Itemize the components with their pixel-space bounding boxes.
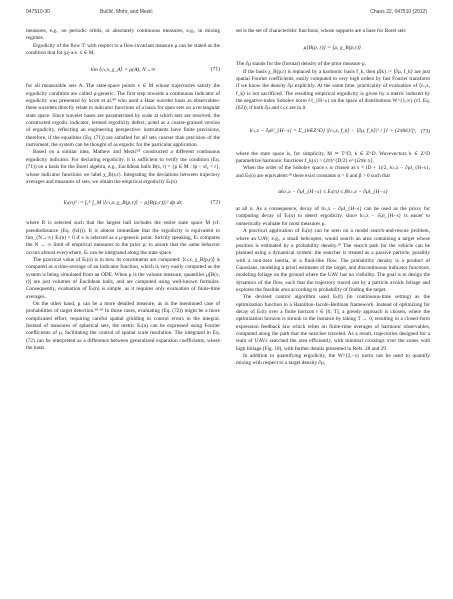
equation-72 [26,188,220,218]
equation-number: (73) [420,128,430,135]
equation-body: lim ⟨cₜ,x, χ_A⟩ = μ(A), N→∞ [90,66,156,73]
equation-number: (71) [210,66,220,73]
equation-body: α‖cₜ,x − ∂μ‖_{H−s} ≤ Eₜ(n) ≤ β‖cₜ,x − ∂μ‖_{H−s} [278,189,388,196]
paragraph: In addition to quantifying ergodicity, the W^{2,−s} norm can be used to quantify mixing with respect to a target density ∂μ, [236,353,430,367]
paragraph: Ergodicity of the flow Tᵗ with respect to a flow-invariant measure μ can be stated as the condition that for |μ|-a.e. x ∈ M, [26,42,220,57]
paragraph: measures, e.g., on periodic orbits, or absolutely continuous measures, e.g., in mixing regimes. [26,28,220,42]
paragraph: where R is selected such that the largest ball includes the entire state space M (cf. pseudodistance (Eq. (64))). It is almost immediate that the ergodicity is equivalent to lim_{N→∞} Eₜ(n) = 0 if x is selected as a μ-generic point. Strictly speaking, Eₜ compares the N → ∞ limit of empirical measures to the prior μ; to assure that the same behavior occurs almost everywhere, Eₜ can be integrated along the state space. [26,220,220,256]
equation-equivalence [236,182,430,204]
equation-73 [236,115,430,149]
article-id: 047510-30 [26,9,50,15]
paragraph: A practical application of Eₜ(n) can be seen on a model search-and-rescue problem, where an UAV, e.g., a small helicopter, would search an area containing a target whose position is estimated by a probability density.²⁹ The search path for the vehicle can be planned using a dynamical system: the searcher is treated as a passive particle, possibly with a non-zero inertia, in a fluid-like flow. The probability density is a product of Gaussians, modeling a priori estimates of the target, and discontinuous indicator functions, modeling foliage on the ground where the UAV has no visibility. The goal is to design the dynamics of the flow, such that the trajectory traced out by a particle avoids foliage and explores the feasible area according to probability of finding the target. [236,228,430,293]
journal-citation: Chaos 22, 047510 (2012) [370,9,427,15]
paragraph: Based on a similar idea, Mathew and Mezić²⁸ constructed a different continuous ergodicity indicator. For declaring ergodicity, it is sufficient to verify the condition (Eq. (71)) on a basis for the Borel algebra, e.g., Euclidean balls B(s, r) = {p ∈ M : ‖p − s‖₂ < r}, whose indicator functions we label χ_B(s,r). Integrating the deviations between trajectory averages and measures of sets, we obtain the empirical ergodicity Eₜ(n) [26,149,220,185]
paragraph: where the state space is, for simplicity, M ≃ T^D, k ∈ Z^D. Wavevectors k ∈ Z^D parametrize harmonic functions f_k(x) = (2π)^{D/2} e^{i2πk·x}. [236,150,430,165]
authors: Bučlić, Mohr, and Mezić [100,9,153,15]
equation-number: (72) [210,199,220,206]
paragraph: The devised control algorithm used Eₜ(t) (in continuous-time setting) as the optimization function in a Hamilton-Jacobi-Bellman framework. Instead of optimizing for decay of Eₜ(t) over a finite horizon t ∈ [0, T], a greedy approach is chosen, where the optimization horizon is shrunk to the instance by taking T → 0, resulting in a closed-form expression feedback law which relies on finite-time averages of harmonic observables, computed along the path that the searcher traveled. As a result, trajectories designed for a team of UAVs searched the area efficiently, with minimal crossings over the zones with high foliage (Fig. 18), with further details presented in Refs. 28 and 29. [236,294,430,352]
equation-body: Eₜ(n)² := ∫₀ᴿ ∫_M |⟨cₜ,x, χ_B(p,r)⟩ − μ[B(p,r)]|² dp dr, [63,199,183,206]
paragraph: The ∂μ stands for the (formal) density of the prior measure μ. [236,61,367,68]
paragraph: set is the set of characteristic functions, whose supports are a base for Borel sets [236,28,406,34]
paragraph: at all n. As a consequence, decay of ‖cₜ,x − ∂μ‖_{H−s} can be used as the proxy for computing decay of Eₜ(n) to detect ergodicity, since ‖cₜ,x − ∂μ‖_{H−s} is easier to numerically evaluate for most measures μ. [236,206,430,227]
equation-body: μ[B(p, r)] = ⟨μ, χ_B(p,r)⟩. [303,44,363,51]
right-column [236,28,430,368]
equation-71 [26,59,220,81]
paragraph: When the order of the Sobolev space s is chosen as s = (D + 1)/2, ‖cₜ,x − ∂μ‖_{H−s}, and Eₜ(n) are equivalent:²⁹ there exist constants α > 0 and β > 0 such that [236,165,430,179]
equation-basis [236,37,430,59]
running-header [26,9,427,19]
paragraph: for all measurable sets A. The state-space points x ∈ M whose trajectories satisfy the ergodicity condition are called μ-generic. The first step towards a continuous indicator of ergodicity was presented by Scott et al.⁴⁸ who used a Haar wavelet basis as observables: these wavelets directly relate to indicator functions of a basis for open sets on a rectangular state space. Since wavelet bases are parametrized by scale at which sets are resolved, the constructed ergodic indicator, termed ergodicity defect, acted as a coarse-grained version of ergodicity, reflecting an engineering perspective: instruments have finite precisions, therefore, if the equalities (Eq. (71)) are satisfied for all sets coarser than precision of the instrument, the system can be thought of as ergodic for the particular application. [26,83,220,149]
left-column [26,28,220,352]
paragraph: On the other hand, μ can be a more detailed measure, as in the mentioned case of probabilities of target detection.²⁸·²⁹ In those cases, evaluating (Eq. (72)) might be a more complicated effort, requiring careful spatial gridding to control errors in the integral. Instead of measures of spherical sets, the metric Eₜ(n) can be expressed using Fourier coefficients of μ, facilitating the control of spatial scale resolution. The integrand in Eq. (72) can be interpreted as a difference between generalized expansion coefficients, where the basis [26,300,220,352]
equation-body: ‖cₜ,x − ∂μ‖²_{H−s} = Σ_{k∈Z^D} |⟨cₜ,x, f_k⟩ − ⟨∂μ, f_k⟩|² / [1 + (2π‖k‖)²]ˢ, [249,128,417,135]
paragraph: The practical value of Eₜ(n) is in how its constituents are computed: ⟨cₜ,x, χ_B(p,r)⟩ is computed as a time-average of an indicator function, which is very easily computed as the system is being simulated from an ODE. When μ is the volume measure, quantities μ[B(x, r)] are just volumes of Euclidean balls, and are computed using well-known formulas. Consequently, evaluation of Eₜ(n) is simple, as it requires only evaluation of finite-time averages. [26,256,220,300]
paragraph: If the basis χ_B(p,r) is replaced by a harmonic basis f_k, then μ̂(k) := ⟨∂μ, f_k⟩ are just spatial Fourier coefficients, easily computed to very high orders by fast Fourier transform if we know the density ∂μ explicitly. At the same time, practicality of evaluation of ⟨cₜ,x, f_k⟩ is not sacrificed. The resulting empirical ergodicity is given by a metric induced by the negative-index Sobolev norm ‖·‖_{H−s} on the space of distributions W^{1,∞} (cf. Eq. (62)), if both ∂μ and cₜ,x are in it. [236,68,430,112]
